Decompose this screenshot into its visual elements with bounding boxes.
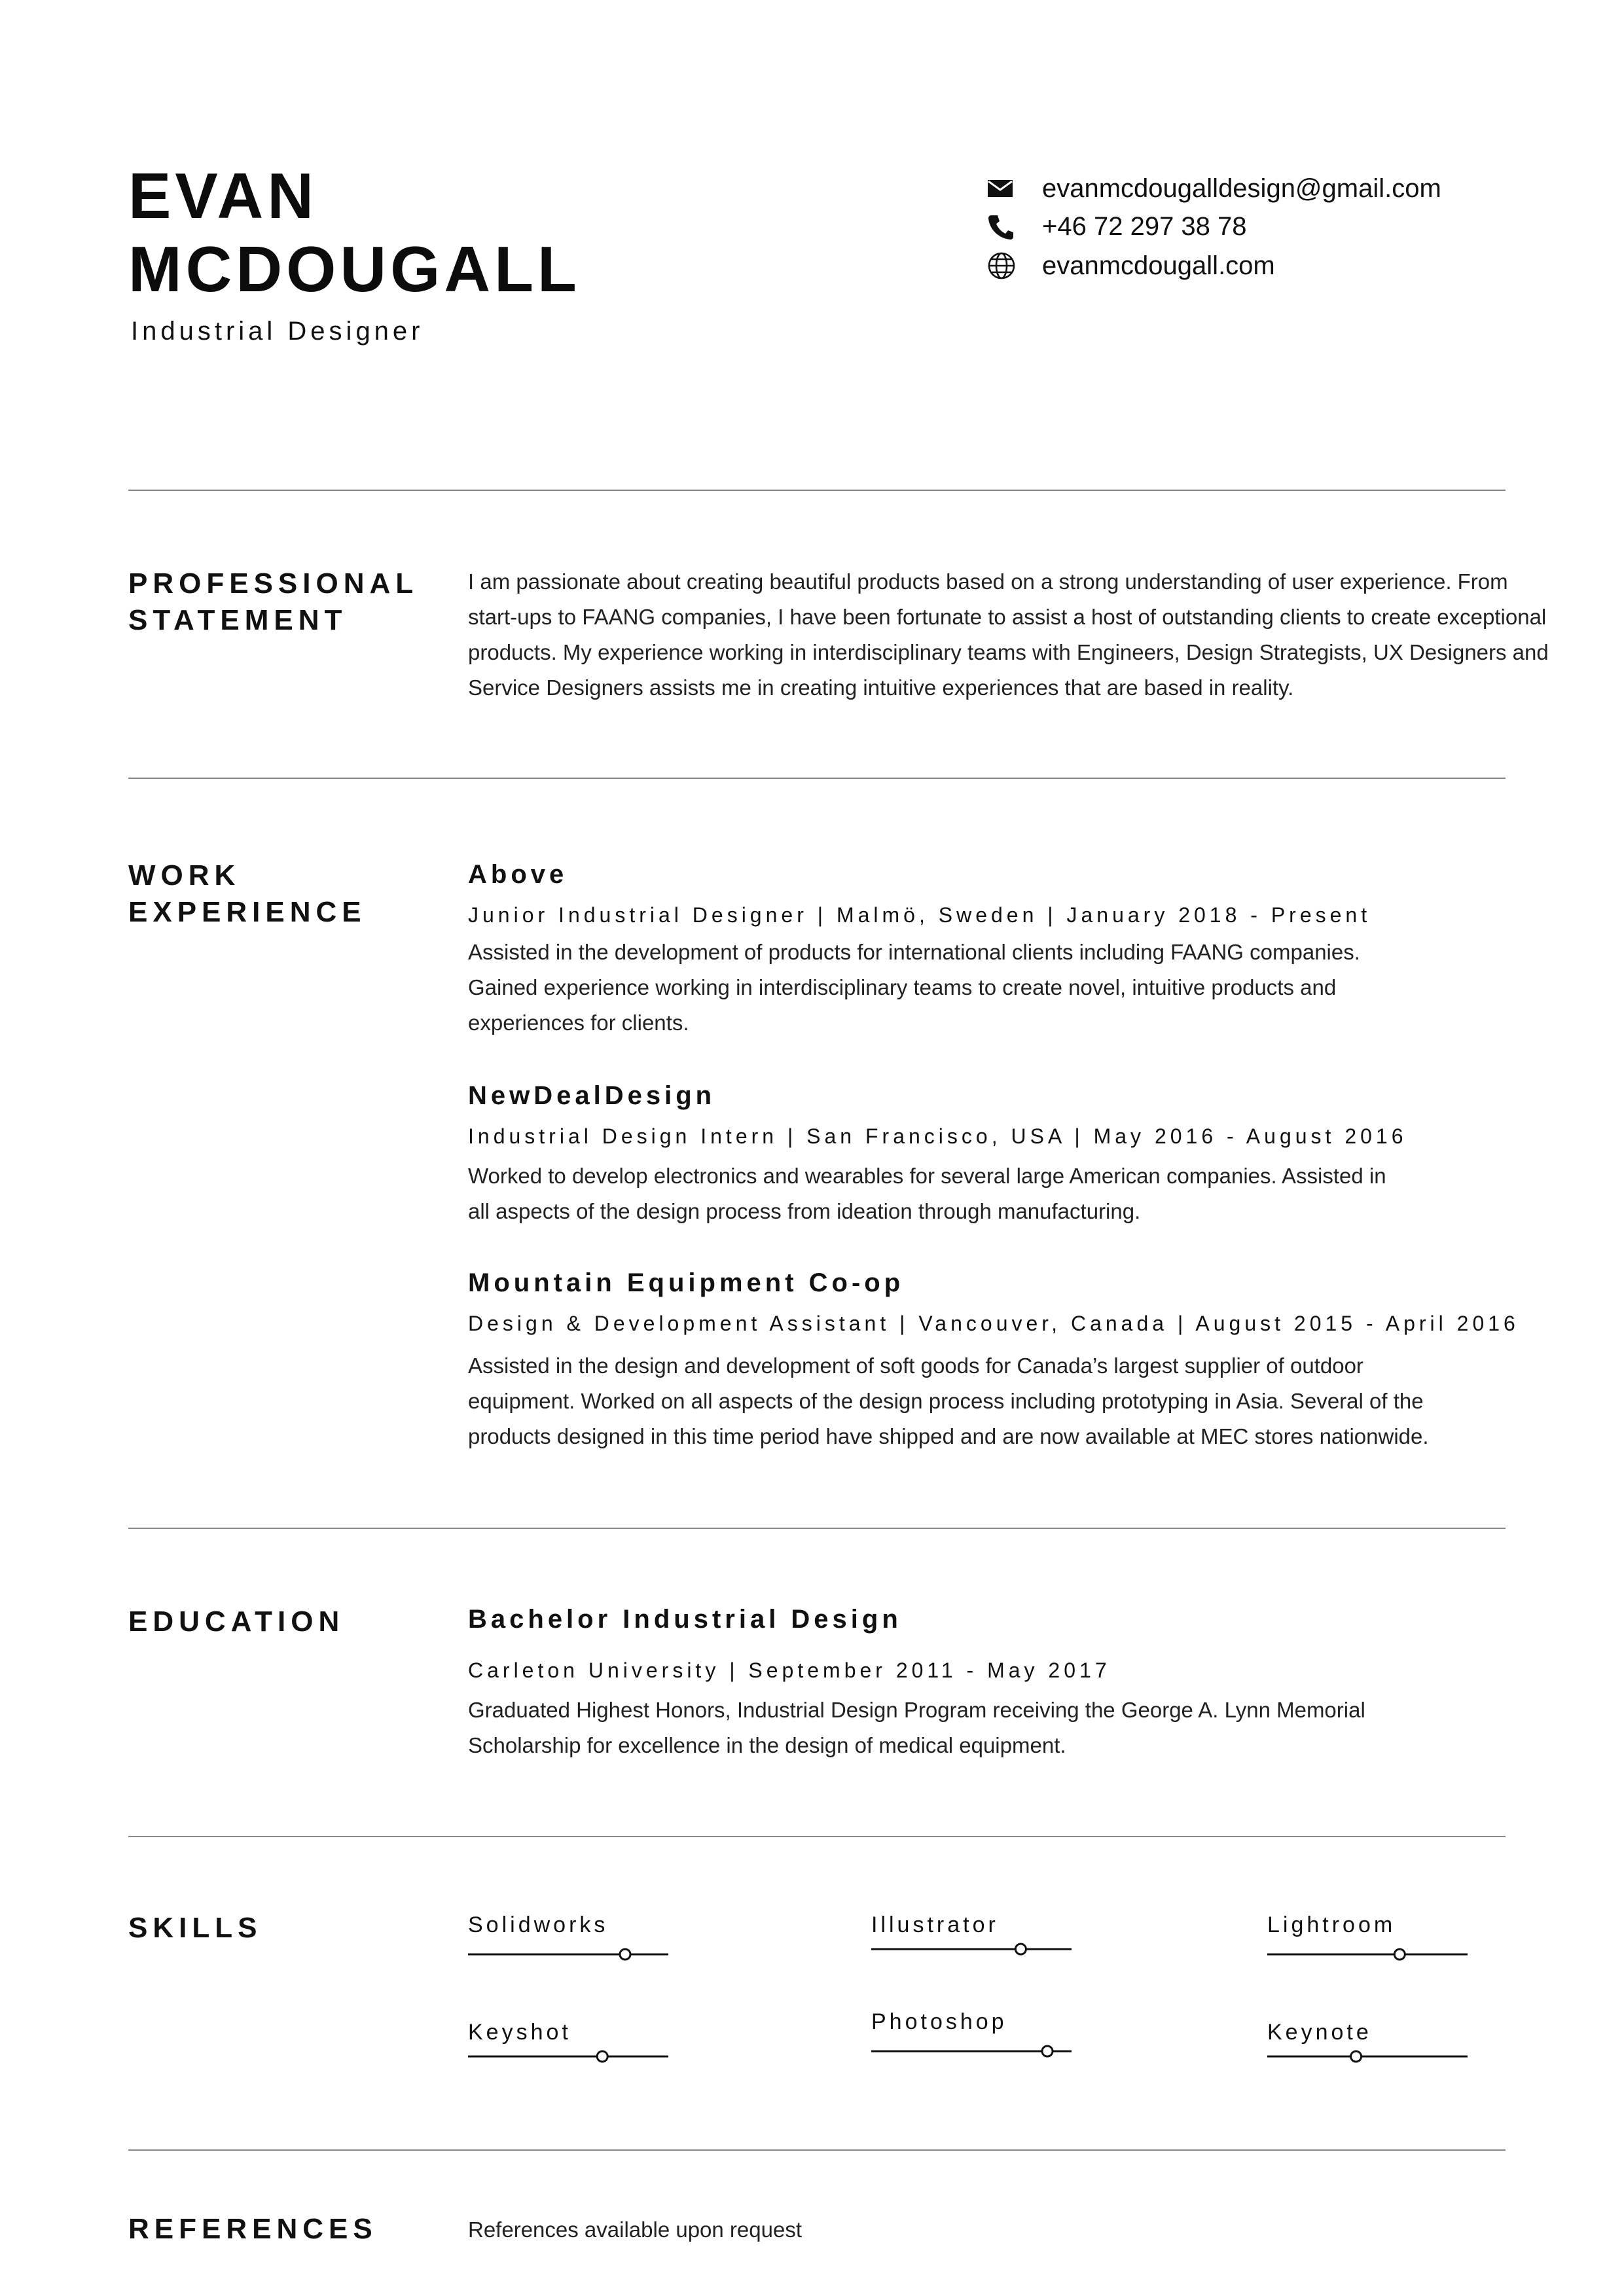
skill-slider[interactable] (1267, 2047, 1468, 2066)
name-first: EVAN (128, 160, 318, 232)
slider-knob[interactable] (1015, 1944, 1026, 1954)
name-last: MCDOUGALL (128, 233, 581, 305)
education-heading: EDUCATION (128, 1605, 345, 1638)
slider-knob[interactable] (620, 1949, 630, 1960)
contact-website[interactable]: evanmcdougall.com (1042, 251, 1275, 280)
envelope-icon (987, 170, 1024, 207)
education-description: Graduated Highest Honors, Industrial Design Program receiving the George A. Lynn Memorial Scholarship for excellence in the design of medical equipment. (468, 1698, 1365, 1757)
contact-website-row[interactable] (987, 246, 1275, 285)
skill-label: Photoshop (871, 2009, 1007, 2034)
job-meta: Design & Development Assistant | Vancouver, Canada | August 2015 - April 2016 (468, 1312, 1519, 1335)
skill-item (1267, 2020, 1468, 2070)
contact-email-row[interactable] (987, 169, 1441, 208)
references-text: References available upon request (468, 2217, 803, 2242)
contact-phone[interactable]: +46 72 297 38 78 (1042, 211, 1247, 241)
job-company: NewDealDesign (468, 1081, 716, 1110)
skill-slider[interactable] (871, 2041, 1072, 2061)
job-description: Worked to develop electronics and wearables for several large American companies. Assisted in all aspects of the design process from ideation through manufacturing. (468, 1164, 1386, 1223)
job-company: Above (468, 860, 568, 889)
skill-label: Lightroom (1267, 1912, 1396, 1937)
slider-knob[interactable] (1394, 1949, 1405, 1960)
statement-heading: PROFESSIONAL STATEMENT (128, 567, 419, 636)
skill-item (871, 2009, 1072, 2064)
divider (128, 490, 1506, 491)
divider (128, 1528, 1506, 1529)
skill-label: Keyshot (468, 2020, 571, 2045)
slider-knob[interactable] (597, 2051, 607, 2062)
skill-item (468, 2020, 668, 2070)
globe-icon (987, 247, 1024, 284)
job-description: Assisted in the design and development of soft goods for Canada’s largest supplier of outdoor equipment. Worked on all aspects of the design process including prototyping in Asia. Several of the products designed in this time period have shipped and are now available at MEC stores nationwide. (468, 1354, 1429, 1448)
skill-label: Keynote (1267, 2020, 1372, 2045)
skills-heading: SKILLS (128, 1912, 262, 1944)
work-heading: WORK EXPERIENCE (128, 859, 367, 928)
divider (128, 778, 1506, 779)
divider (128, 1836, 1506, 1837)
references-heading: REFERENCES (128, 2213, 378, 2245)
statement-text: I am passionate about creating beautiful products based on a strong understanding of user experience. From start-ups to FAANG companies, I have been fortunate to assist a host of outstanding clients to create exceptional products. My experience working in interdisciplinary teams with Engineers, Design Strategists, UX Designers and Service Designers assists me in creating intuitive experiences that are based in reality. (468, 569, 1549, 700)
skill-label: Illustrator (871, 1912, 999, 1937)
divider (128, 2149, 1506, 2151)
education-meta: Carleton University | September 2011 - May 2017 (468, 1659, 1111, 1682)
skill-slider[interactable] (871, 1939, 1072, 1959)
job-company: Mountain Equipment Co-op (468, 1268, 905, 1297)
skill-item (1267, 1912, 1468, 1967)
job-description: Assisted in the development of products for international clients including FAANG companies. Gained experience working in interdisciplinary teams to create novel, intuitive products and experiences for clients. (468, 940, 1360, 1035)
job-meta: Industrial Design Intern | San Francisco, USA | May 2016 - August 2016 (468, 1124, 1407, 1148)
job-title: Industrial Designer (131, 317, 424, 346)
slider-knob[interactable] (1042, 2046, 1053, 2056)
job-meta: Junior Industrial Designer | Malmö, Sweden | January 2018 - Present (468, 903, 1371, 927)
phone-icon (987, 208, 1024, 245)
contact-email[interactable]: evanmcdougalldesign@gmail.com (1042, 173, 1441, 203)
skill-slider[interactable] (468, 2047, 668, 2066)
skill-item (468, 1912, 668, 1967)
contact-phone-row[interactable] (987, 207, 1247, 246)
skill-item (871, 1912, 1072, 1962)
skill-slider[interactable] (1267, 1945, 1468, 1964)
skill-slider[interactable] (468, 1945, 668, 1964)
slider-knob[interactable] (1351, 2051, 1362, 2062)
education-degree: Bachelor Industrial Design (468, 1605, 902, 1634)
skill-label: Solidworks (468, 1912, 609, 1937)
